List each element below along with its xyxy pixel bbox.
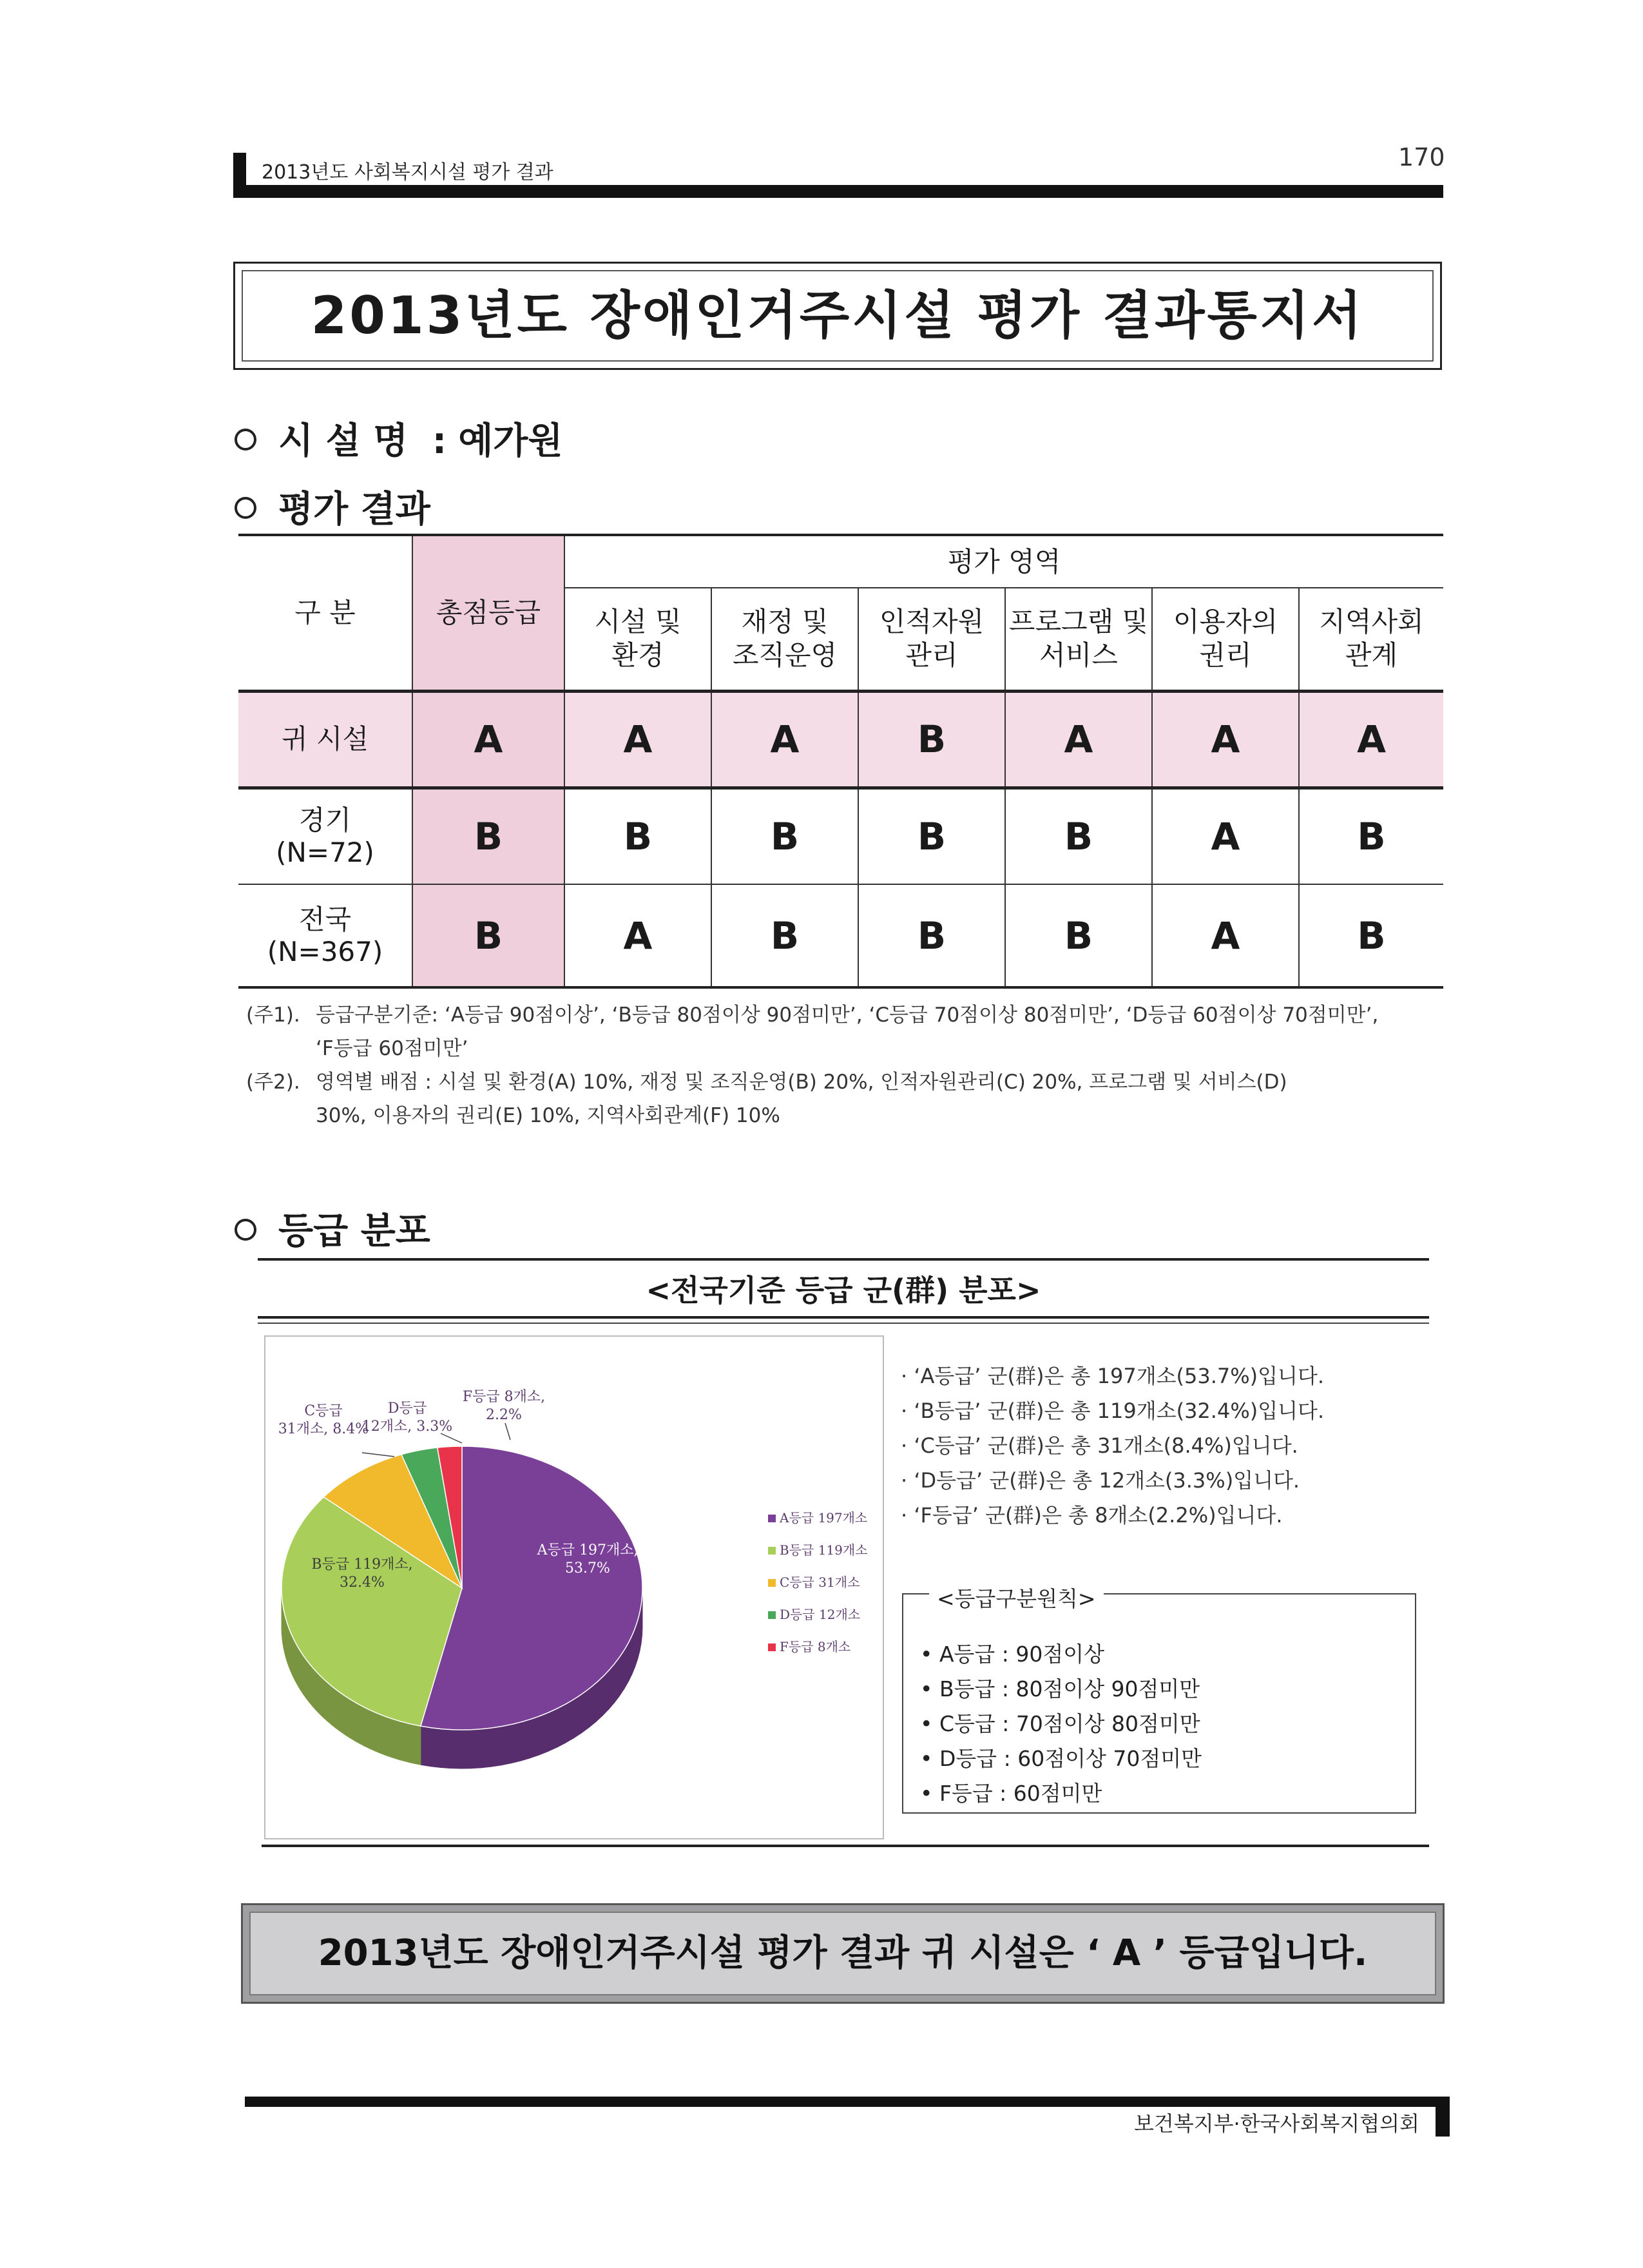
pie-side-segment <box>609 1664 615 1709</box>
pie-side-segment <box>340 1692 345 1734</box>
table-row-gyeonggi <box>238 788 1443 884</box>
note-line: ‘F등급 60점미만’ <box>316 1037 468 1060</box>
note-prefix: (주2). <box>246 1071 300 1094</box>
pie-side-segment <box>521 1720 530 1761</box>
pie-side-segment <box>320 1675 323 1718</box>
grade-cell: A <box>564 884 711 987</box>
pie-chart <box>265 1337 885 1841</box>
pie-side-segment <box>409 1723 415 1763</box>
slice-label: 12개소, 3.3% <box>361 1419 453 1435</box>
row-label: 경기 (N=72) <box>238 788 412 884</box>
pie-side-segment <box>312 1667 316 1710</box>
leader-line <box>505 1423 510 1440</box>
grade-cell: A <box>1152 691 1299 788</box>
distribution-bullet: · ‘F등급’ 군(群)은 총 8개소(2.2%)입니다. <box>901 1503 1283 1527</box>
legend-label: B등급 119개소 <box>780 1542 868 1558</box>
distribution-title: <전국기준 등급 군(群) 분포> <box>646 1273 1041 1308</box>
legend-label: A등급 197개소 <box>780 1510 868 1526</box>
area-header-cell: 시설 및 환경 <box>564 588 711 691</box>
pie-side-segment <box>370 1710 375 1751</box>
note-line: 등급구분기준: ‘A등급 90점이상’, ‘B등급 80점이상 90점미만’, ‘C등급 70점이상 80점미만’, ‘D등급 60점이상 70점미만’, <box>316 1003 1379 1027</box>
grade-cell: B <box>711 884 858 987</box>
grade-cell-overall: A <box>412 691 564 788</box>
footer-bar-marker <box>1436 2097 1450 2137</box>
pie-side-segment <box>336 1689 340 1731</box>
grade-cell: B <box>858 691 1005 788</box>
distribution-bullets <box>901 1359 1324 1533</box>
pie-side-segment <box>316 1671 320 1714</box>
pie-side-segment <box>548 1709 557 1751</box>
pie-side-segment <box>573 1694 581 1738</box>
pie-side-segment <box>298 1646 300 1689</box>
pie-side-segment <box>602 1671 609 1716</box>
note-prefix: (주1). <box>246 1003 300 1027</box>
distribution-bullet: · ‘A등급’ 군(群)은 총 197개소(53.7%)입니다. <box>901 1364 1325 1388</box>
slice-label: F등급 8개소, <box>462 1389 546 1405</box>
area-header: 평가 영역 <box>564 535 1443 588</box>
header-title: 2013년도 사회복지시설 평가 결과 <box>262 161 553 184</box>
pie-side-segment <box>309 1663 312 1706</box>
legend-swatch <box>768 1611 776 1619</box>
grade-cell: A <box>1152 884 1299 987</box>
criteria-item: • F등급 : 60점미만 <box>920 1781 1102 1806</box>
grade-cell: A <box>1005 691 1152 788</box>
pie-side-segment <box>491 1727 501 1767</box>
results-table <box>238 534 1443 989</box>
pie-side-segment <box>596 1677 602 1721</box>
slice-label: 32.4% <box>340 1575 385 1591</box>
pie-side-segment <box>481 1728 492 1768</box>
pie-side-segment <box>557 1704 566 1747</box>
grade-cell: A <box>1299 691 1443 788</box>
distribution-rule <box>258 1323 1429 1324</box>
pie-side-segment <box>451 1730 461 1769</box>
circle-bullet-icon <box>235 497 256 519</box>
footer-rule <box>245 2097 1450 2107</box>
criteria-list <box>920 1637 1202 1811</box>
distribution-rule <box>258 1316 1429 1319</box>
area-header-cell: 이용자의 권리 <box>1152 588 1299 691</box>
facility-name: 예가원 <box>458 420 563 462</box>
grade-cell: B <box>1299 884 1443 987</box>
slice-label: C등급 <box>304 1403 343 1419</box>
pie-side-segment <box>386 1717 392 1758</box>
pie-side-segment <box>300 1651 303 1694</box>
circle-bullet-icon <box>235 1219 256 1241</box>
pie-side-segment <box>345 1696 349 1738</box>
table-row-national <box>238 884 1443 987</box>
pie-side-segment <box>332 1686 336 1728</box>
area-header-cell: 재정 및 조직운영 <box>711 588 858 691</box>
slice-label: 53.7% <box>565 1560 610 1576</box>
criteria-item: • D등급 : 60점이상 70점미만 <box>920 1746 1202 1771</box>
pie-side-segment <box>530 1716 539 1758</box>
results-heading <box>235 481 430 532</box>
legend-label: C등급 31개소 <box>780 1575 860 1590</box>
note-line: 30%, 이용자의 권리(E) 10%, 지역사회관계(F) 10% <box>316 1104 780 1127</box>
pie-side-segment <box>415 1725 421 1765</box>
distribution-rule <box>258 1258 1429 1261</box>
grade-cell: A <box>711 691 858 788</box>
facility-line <box>235 412 562 464</box>
distribution-heading <box>235 1203 430 1254</box>
legend-label: D등급 12개소 <box>780 1607 861 1622</box>
pie-side-segment <box>614 1657 619 1703</box>
slice-label: 2.2% <box>486 1407 522 1423</box>
slice-label: A등급 197개소, <box>537 1542 639 1558</box>
pie-side-segment <box>421 1726 430 1766</box>
distribution-bullet: · ‘C등급’ 군(群)은 총 31개소(8.4%)입니다. <box>901 1433 1298 1458</box>
distribution-rule <box>262 1845 1429 1847</box>
grade-cell: A <box>564 691 711 788</box>
pie-side-segment <box>392 1719 398 1759</box>
pie-side-segment <box>403 1722 408 1762</box>
grade-cell: B <box>564 788 711 884</box>
page-number: 170 <box>1398 143 1445 171</box>
distribution-bullet: · ‘B등급’ 군(群)은 총 119개소(32.4%)입니다. <box>901 1399 1325 1423</box>
pie-side-segment <box>323 1679 327 1721</box>
pie-side-segment <box>306 1659 309 1701</box>
area-header-cell: 지역사회 관계 <box>1299 588 1443 691</box>
legend-swatch <box>768 1579 776 1587</box>
pie-side-segment <box>501 1725 511 1765</box>
col-overall-header: 총점등급 <box>412 535 564 691</box>
leader-line <box>362 1453 394 1457</box>
criteria-title: <등급구분원칙> <box>929 1582 1104 1613</box>
circle-bullet-icon <box>235 429 256 451</box>
facility-separator: : <box>432 420 447 462</box>
grade-cell-overall: B <box>412 884 564 987</box>
slice-label: D등급 <box>387 1401 427 1417</box>
pie-chart-frame <box>264 1335 884 1839</box>
pie-side-segment <box>566 1700 574 1743</box>
document-title: 2013년도 장애인거주시설 평가 결과통지서 <box>311 286 1365 345</box>
area-header-cell: 프로그램 및 서비스 <box>1005 588 1152 691</box>
footer-organization: 보건복지부·한국사회복지협의회 <box>1134 2111 1419 2136</box>
pie-side-segment <box>582 1689 589 1732</box>
pie-side-segment <box>589 1683 596 1727</box>
legend-swatch <box>768 1515 776 1522</box>
grade-cell-overall: B <box>412 788 564 884</box>
distribution-heading-text: 등급 분포 <box>278 1210 430 1252</box>
area-header-cell: 인적자원 관리 <box>858 588 1005 691</box>
grade-cell: B <box>711 788 858 884</box>
pie-side-segment <box>398 1720 403 1761</box>
distribution-bullet: · ‘D등급’ 군(群)은 총 12개소(3.3%)입니다. <box>901 1468 1300 1493</box>
pie-side-segment <box>375 1712 380 1753</box>
slice-label: B등급 119개소, <box>311 1556 413 1573</box>
header-rule <box>233 185 1443 198</box>
legend-swatch <box>768 1643 776 1651</box>
pie-side-segment <box>539 1712 548 1755</box>
table-row-own-facility <box>238 691 1443 788</box>
grade-cell: B <box>1299 788 1443 884</box>
pie-side-segment <box>365 1707 370 1749</box>
pie-side-segment <box>360 1705 365 1746</box>
criteria-item: • C등급 : 70점이상 80점미만 <box>920 1711 1200 1736</box>
pie-side-segment <box>295 1642 298 1685</box>
results-heading-text: 평가 결과 <box>278 489 430 530</box>
criteria-item: • B등급 : 80점이상 90점미만 <box>920 1676 1200 1701</box>
pie-side-segment <box>380 1714 386 1755</box>
pie-side-segment <box>350 1699 355 1741</box>
pie-side-segment <box>430 1728 441 1768</box>
pie-side-segment <box>441 1729 451 1768</box>
criteria-item: • A등급 : 90점이상 <box>920 1642 1105 1667</box>
pie-side-segment <box>471 1729 481 1769</box>
pie-side-segment <box>354 1702 360 1743</box>
conclusion-text: 2013년도 장애인거주시설 평가 결과 귀 시설은 ‘ A ’ 등급입니다. <box>318 1932 1368 1974</box>
grade-cell: B <box>1005 884 1152 987</box>
grade-cell: B <box>858 884 1005 987</box>
slice-label: 31개소, 8.4% <box>278 1421 369 1437</box>
col-category-header: 구 분 <box>238 535 412 691</box>
leader-line <box>441 1433 462 1443</box>
grade-cell: B <box>1005 788 1152 884</box>
pie-side-segment <box>293 1637 294 1680</box>
facility-label: 시 설 명 <box>278 420 408 462</box>
grade-cell: B <box>858 788 1005 884</box>
grade-cell: A <box>1152 788 1299 884</box>
pie-side-segment <box>303 1655 306 1698</box>
row-label: 귀 시설 <box>238 691 412 788</box>
legend-label: F등급 8개소 <box>780 1639 851 1654</box>
row-label: 전국 (N=367) <box>238 884 412 987</box>
pie-side-segment <box>327 1682 331 1724</box>
pie-side-segment <box>461 1730 471 1769</box>
legend-swatch <box>768 1547 776 1555</box>
note-line: 영역별 배점 : 시설 및 환경(A) 10%, 재정 및 조직운영(B) 20%, 인적자원관리(C) 20%, 프로그램 및 서비스(D) <box>316 1071 1287 1094</box>
pie-side-segment <box>511 1722 521 1763</box>
